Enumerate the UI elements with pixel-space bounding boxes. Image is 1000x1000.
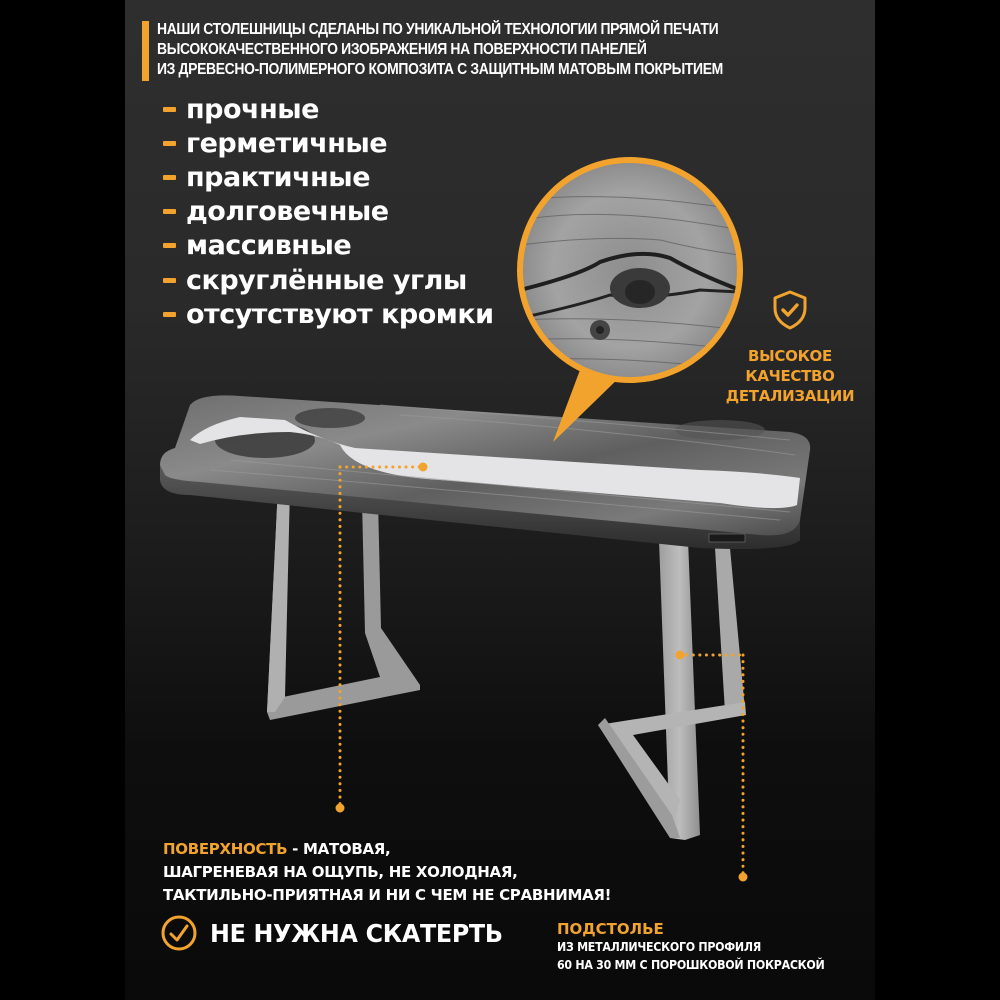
quality-line: ВЫСОКОЕ [748,347,832,365]
no-tablecloth-badge [160,914,518,952]
right-leg [598,540,746,840]
frame-note [557,920,848,974]
header-line-1: НАШИ СТОЛЕШНИЦЫ СДЕЛАНЫ ПО УНИКАЛЬНОЙ ТЕХНОЛОГИИ ПРЯМОЙ ПЕЧАТИ [157,21,719,38]
feature-label: практичные [186,161,371,193]
quality-badge [710,290,870,406]
surface-title: ПОВЕРХНОСТЬ [163,840,288,858]
surface-line-1: - МАТОВАЯ, [287,840,391,858]
brand-plate [709,534,745,542]
feature-label: долговечные [186,196,389,228]
quality-line: ДЕТАЛИЗАЦИИ [725,387,855,405]
surface-line-2: ШАГРЕНЕВАЯ НА ОЩУПЬ, НЕ ХОЛОДНАЯ, [163,863,518,881]
left-leg [267,487,420,720]
feature-label: прочные [186,93,319,125]
frame-line-1: ИЗ МЕТАЛЛИЧЕСКОГО ПРОФИЛЯ [557,940,762,954]
no-tablecloth-label: НЕ НУЖНА СКАТЕРТЬ [210,918,503,948]
feature-label: массивные [186,230,352,262]
check-circle-icon [160,914,198,952]
quality-text [710,346,870,406]
header-line-2: ВЫСОКОКАЧЕСТВЕННОГО ИЗОБРАЖЕНИЯ НА ПОВЕРХНОСТИ ПАНЕЛЕЙ [157,41,647,58]
frame-title: ПОДСТОЛЬЕ [557,920,664,938]
quality-line: КАЧЕСТВО [745,367,835,385]
header-line-3: ИЗ ДРЕВЕСНО-ПОЛИМЕРНОГО КОМПОЗИТА С ЗАЩИТНЫМ МАТОВЫМ ПОКРЫТИЕМ [157,61,723,78]
surface-note [163,838,611,907]
feature-label: герметичные [186,127,388,159]
feature-label: скруглённые углы [186,264,467,296]
feature-label: отсутствуют кромки [186,298,494,330]
frame-line-2: 60 НА 30 ММ С ПОРОШКОВОЙ ПОКРАСКОЙ [557,958,825,972]
shield-check-icon [772,290,808,330]
surface-line-3: ТАКТИЛЬНО-ПРИЯТНАЯ И НИ С ЧЕМ НЕ СРАВНИМАЯ! [163,886,612,904]
